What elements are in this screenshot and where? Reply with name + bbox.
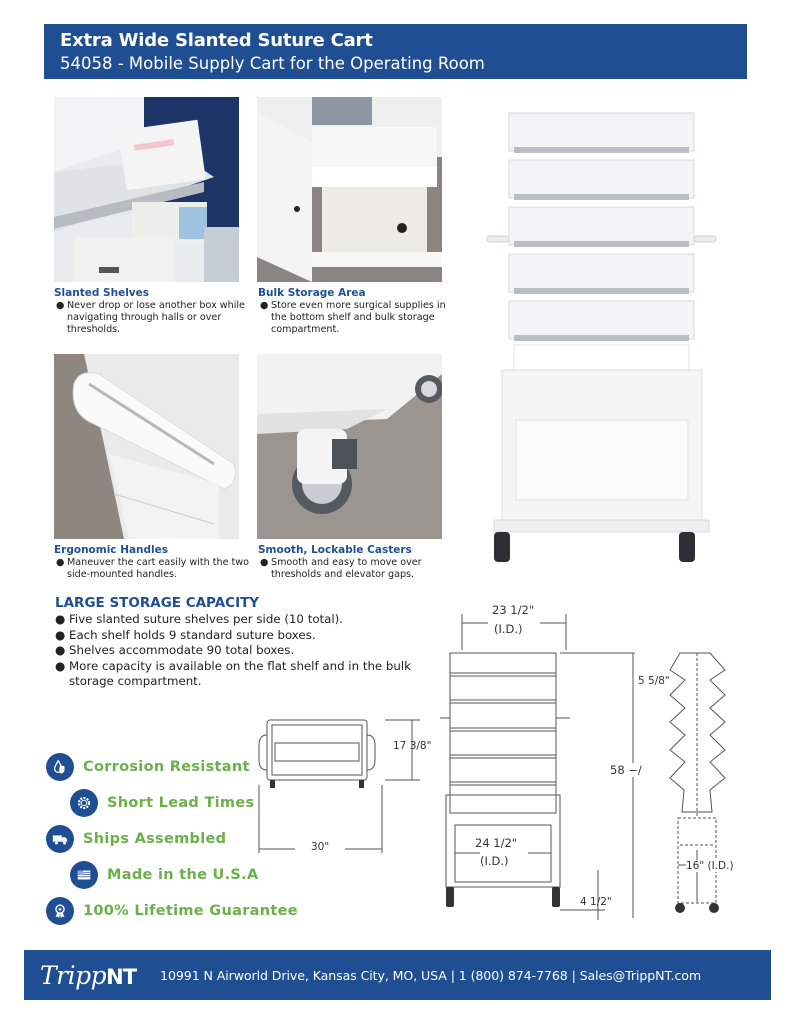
bullet-icon: ● xyxy=(56,300,65,311)
truck-icon xyxy=(46,825,74,853)
badge-label: Ships Assembled xyxy=(83,831,227,847)
bullet-icon: ● xyxy=(55,612,66,626)
list-item: ● Shelves accommodate 90 total boxes. xyxy=(55,643,295,657)
bulk-storage-photo xyxy=(257,97,442,282)
gear-icon xyxy=(70,789,98,817)
badge-lifetime-guarantee xyxy=(46,897,298,925)
length-dimension: 30" xyxy=(311,841,330,853)
bullet-icon: ● xyxy=(260,557,269,568)
storage-capacity-section xyxy=(55,595,415,690)
handles-photo xyxy=(54,354,239,539)
side-inner-height-dimension: 16" (I.D.) xyxy=(686,860,734,872)
shelf-spacing-dimension: 5 5/8" xyxy=(638,675,670,687)
list-item: ● More capacity is available on the flat shelf and in the bulk storage compartment. xyxy=(55,658,412,688)
badge-label: Made in the U.S.A xyxy=(107,867,259,883)
capacity-list xyxy=(55,612,415,690)
capacity-heading: LARGE STORAGE CAPACITY xyxy=(55,595,260,611)
header-banner xyxy=(44,24,747,79)
page-subtitle: 54058 - Mobile Supply Cart for the Operating Room xyxy=(60,54,485,73)
ground-clearance-dimension: 4 1/2" xyxy=(580,896,612,908)
page-title: Extra Wide Slanted Suture Cart xyxy=(60,30,373,51)
feature-description: Store even more surgical supplies in the bottom shelf and bulk storage compartment. xyxy=(271,300,446,335)
badge-label: Short Lead Times xyxy=(107,795,255,811)
feature-description: Maneuver the cart easily with the two side-mounted handles. xyxy=(67,557,250,580)
top-view-drawing xyxy=(255,705,445,855)
badge-made-in-usa xyxy=(70,861,259,889)
front-view-drawing xyxy=(440,600,650,920)
trippnt-logo: TrippNT xyxy=(40,960,137,990)
side-view-drawing xyxy=(640,650,760,915)
list-item: ● Five slanted suture shelves per side (10 total). xyxy=(55,612,344,626)
bullet-icon: ● xyxy=(56,557,65,568)
badge-ships-assembled xyxy=(46,825,226,853)
feature-slanted-shelves xyxy=(54,287,254,336)
badge-corrosion-resistant xyxy=(46,753,250,781)
depth-dimension: 17 3/8" xyxy=(393,740,432,752)
badge-label: 100% Lifetime Guarantee xyxy=(83,903,298,919)
feature-title: Slanted Shelves xyxy=(54,287,150,299)
top-width-note: (I.D.) xyxy=(494,622,523,636)
badge-label: Corrosion Resistant xyxy=(83,759,250,775)
bottom-width-dimension: 24 1/2" xyxy=(475,836,518,850)
height-dimension: 58 −/ xyxy=(610,763,642,777)
footer-banner xyxy=(24,950,771,1000)
feature-ergonomic-handles xyxy=(54,544,254,581)
feature-title: Smooth, Lockable Casters xyxy=(258,544,412,556)
bullet-icon: ● xyxy=(260,300,269,311)
casters-photo xyxy=(257,354,442,539)
award-ribbon-icon xyxy=(46,897,74,925)
feature-title: Ergonomic Handles xyxy=(54,544,169,556)
list-item: ● Each shelf holds 9 standard suture boxes. xyxy=(55,627,316,642)
feature-bulk-storage xyxy=(258,287,458,336)
cart-product-photo xyxy=(484,105,719,570)
top-width-dimension: 23 1/2" xyxy=(492,603,535,617)
bullet-icon: ● xyxy=(55,658,66,673)
feature-description: Smooth and easy to move over thresholds and elevator gaps. xyxy=(271,557,422,580)
bullet-icon: ● xyxy=(55,643,66,657)
bottom-width-note: (I.D.) xyxy=(480,854,509,868)
slanted-shelves-photo xyxy=(54,97,239,282)
feature-description: Never drop or lose another box while navigating through halls or over thresholds. xyxy=(67,300,245,335)
flag-icon xyxy=(70,861,98,889)
bullet-icon: ● xyxy=(55,627,66,642)
badge-short-lead-times xyxy=(70,789,254,817)
droplet-shield-icon xyxy=(46,753,74,781)
feature-lockable-casters xyxy=(258,544,458,581)
feature-title: Bulk Storage Area xyxy=(258,287,366,299)
contact-info: 10991 N Airworld Drive, Kansas City, MO, USA | 1 (800) 874-7768 | Sales@TrippNT.com xyxy=(160,967,702,983)
